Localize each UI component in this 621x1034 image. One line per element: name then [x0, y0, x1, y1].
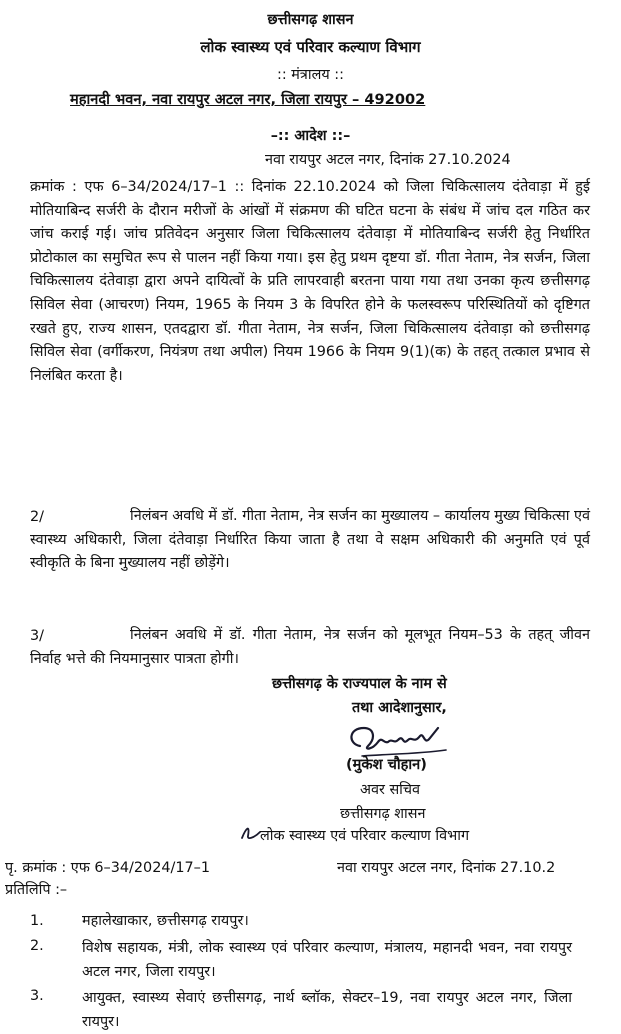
order-paragraph-2: निलंबन अवधि में डॉ. गीता नेताम, नेत्र सर्जन का मुख्यालय – कार्यालय मुख्य चिकित्सा एवं स्वास्थ्य अधिकारी, जिला दंतेवाड़ा निर्धारित किया जाता है तथा वे सक्षम अधिकारी की अनुमति एवं पूर्व स्वीकृति के बिना मुख्यालय नहीं छोड़ेंगे।: [30, 508, 590, 572]
copy-item-2-number: 2.: [30, 938, 44, 954]
copy-item-1-text: महालेखाकार, छत्तीसगढ़ रायपुर।: [82, 913, 249, 929]
copy-item-2-text: विशेष सहायक, मंत्री, लोक स्वास्थ्य एवं परिवार कल्याण, मंत्रालय, महानदी भवन, नवा रायपुर अटल नगर, जिला रायपुर।: [82, 940, 572, 980]
endorsement-place-date: नवा रायपुर अटल नगर, दिनांक 27.10.2: [337, 860, 556, 876]
copy-item-1-number: 1.: [30, 913, 44, 929]
endorsement-reference: पृ. क्रमांक : एफ 6–34/2024/17–1: [5, 860, 211, 876]
copy-item-3-number: 3.: [30, 988, 44, 1004]
copy-item-3-text: आयुक्त, स्वास्थ्य सेवाएं छत्तीसगढ़, नार्थ ब्लॉक, सेक्टर–19, नवा रायपुर अटल नगर, जिला रायपुर।: [82, 990, 572, 1030]
signatory-department: लोक स्वास्थ्य एवं परिवार कल्याण विभाग: [260, 828, 470, 844]
order-place-date: नवा रायपुर अटल नगर, दिनांक 27.10.2024: [265, 152, 511, 168]
department-heading: लोक स्वास्थ्य एवं परिवार कल्याण विभाग: [200, 38, 421, 56]
copy-to-label: प्रतिलिपि :–: [5, 882, 68, 898]
signatory-government: छत्तीसगढ़ शासन: [340, 806, 426, 822]
order-title: –:: आदेश ::–: [270, 128, 351, 144]
govt-heading: छत्तीसगढ़ शासन: [267, 12, 354, 28]
signature-order-line: तथा आदेशानुसार,: [352, 700, 447, 716]
paragraph-3-number: 3/: [30, 628, 45, 644]
order-paragraph-1: क्रमांक : एफ 6–34/2024/17–1 :: दिनांक 22.10.2024 को जिला चिकित्सालय दंतेवाड़ा में हुई मोतियाबिन्द सर्जरी के दौरान मरीजों के आंखों में संक्रमण की घटित घटना के संबंध में जांच दल गठित कर जांच कराई गई। जांच प्रतिवेदन अनुसार जिला चिकित्सालय दंतेवाड़ा में मोतियाबिन्द सर्जरी हेतु निर्धारित प्रोटोकाल का समुचित रूप से पालन नहीं किया गया। इस हेतु प्रथम दृष्टया डॉ. गीता नेताम, नेत्र सर्जन, जिला चिकित्सालय दंतेवाड़ा द्वारा अपने दायित्वों के प्रति लापरवाही बरतना पाया गया तथा उनका कृत्य छत्तीसगढ़ सिविल सेवा (आचरण) नियम, 1965 के नियम 3 के विपरित होने के फलस्वरूप परिस्थितियों को दृष्टिगत रखते हुए, राज्य शासन, एतदद्वारा डॉ. गीता नेताम, नेत्र सर्जन, जिला चिकित्सालय दंतेवाड़ा को छत्तीसगढ़ सिविल सेवा (वर्गीकरण, नियंत्रण तथा अपील) नियम 1966 के नियम 9(1)(क) के तहत् तत्काल प्रभाव से निलंबित करता है।: [30, 179, 590, 384]
order-paragraph-3: निलंबन अवधि में डॉ. गीता नेताम, नेत्र सर्जन को मूलभूत नियम–53 के तहत् जीवन निर्वाह भत्ते की नियमानुसार पात्रता होगी।: [30, 627, 590, 667]
signature-authority-line: छत्तीसगढ़ के राज्यपाल के नाम से: [272, 676, 447, 692]
address-line: महानदी भवन, नवा रायपुर अटल नगर, जिला रायपुर – 492002: [70, 91, 426, 108]
ministry-heading: :: मंत्रालय ::: [277, 67, 344, 83]
signatory-name: (मुकेश चौहान): [346, 756, 427, 773]
paragraph-2-number: 2/: [30, 509, 45, 525]
signatory-designation: अवर सचिव: [360, 782, 421, 798]
